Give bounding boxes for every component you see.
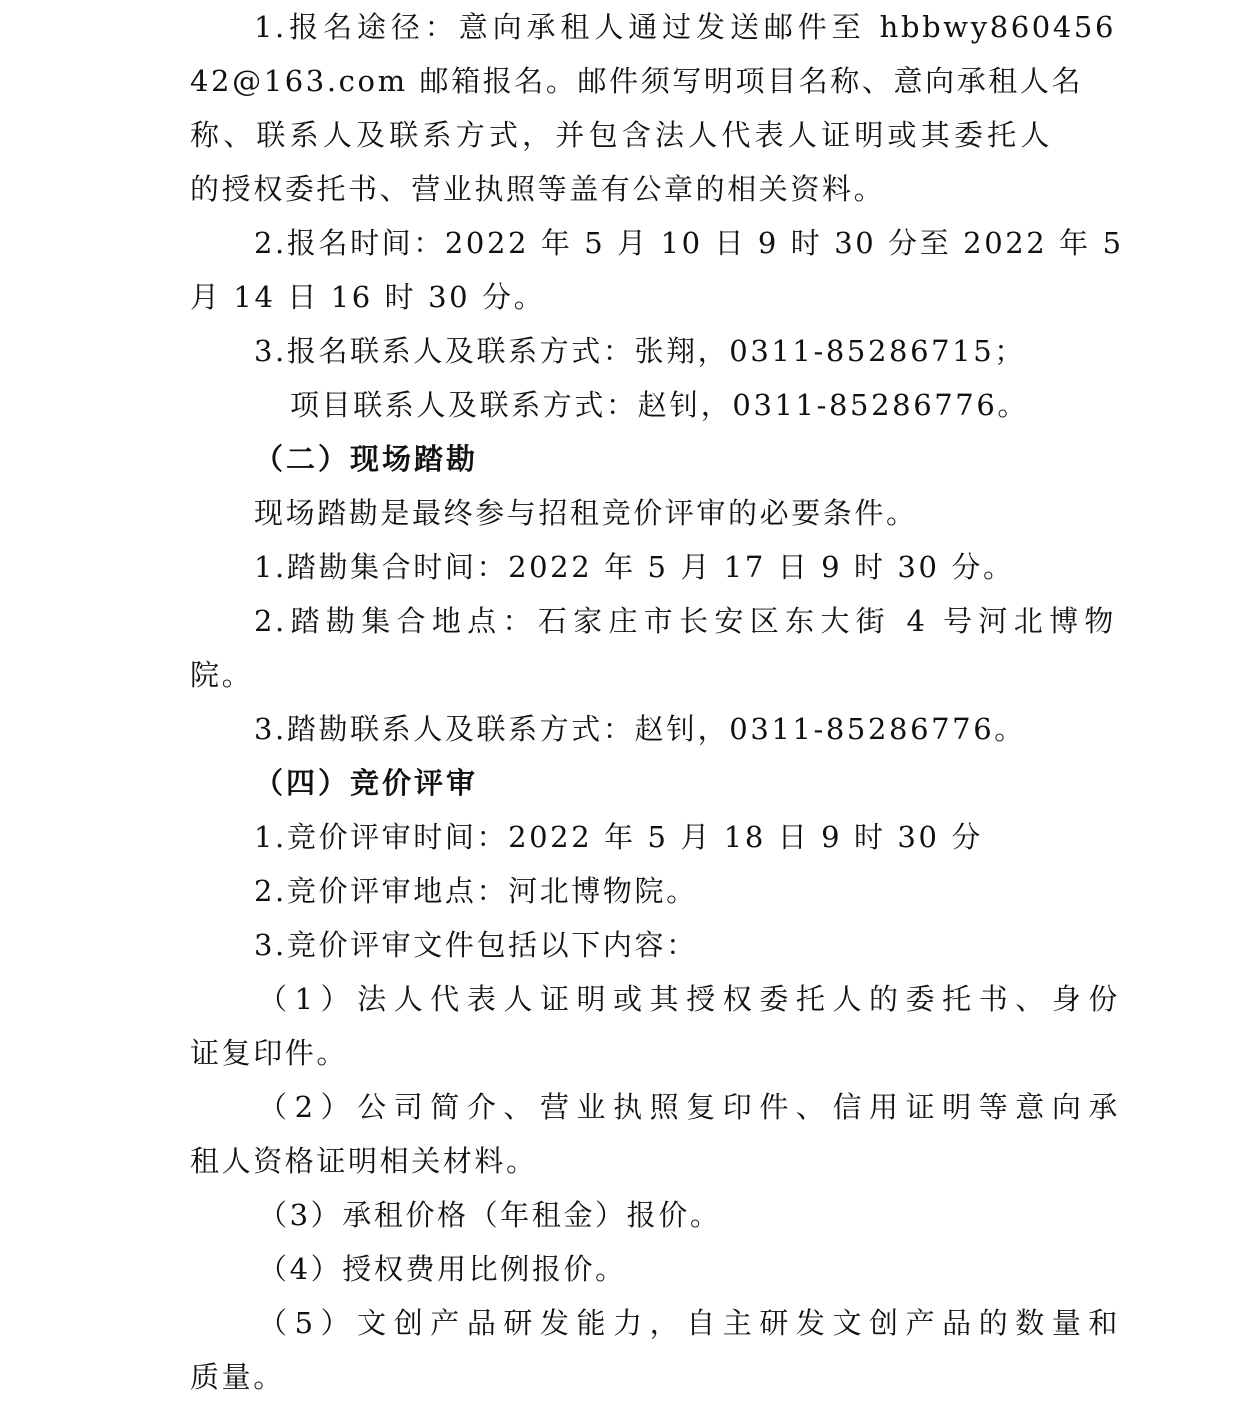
registration-method-line-4: 的授权委托书、营业执照等盖有公章的相关资料。 bbox=[190, 172, 886, 206]
survey-location-line-2: 院。 bbox=[190, 658, 254, 692]
document-item-5-line-1: （5）文创产品研发能力，自主研发文创产品的数量和 bbox=[258, 1306, 1120, 1340]
bid-review-time-line: 1.竞价评审时间：2022 年 5 月 18 日 9 时 30 分 bbox=[254, 820, 983, 854]
document-item-1-line-1: （1）法人代表人证明或其授权委托人的委托书、身份 bbox=[258, 982, 1120, 1016]
survey-contact-line: 3.踏勘联系人及联系方式：赵钊，0311-85286776。 bbox=[254, 712, 1026, 746]
section-heading-bid-review: （四）竞价评审 bbox=[254, 766, 479, 800]
registration-contact-line: 3.报名联系人及联系方式：张翔，0311-85286715； bbox=[254, 334, 1026, 368]
document-item-4-line: （4）授权费用比例报价。 bbox=[258, 1252, 627, 1286]
registration-method-line-3: 称、联系人及联系方式，并包含法人代表人证明或其委托人 bbox=[190, 118, 1052, 152]
registration-method-line-2: 42@163.com 邮箱报名。邮件须写明项目名称、意向承租人名 bbox=[190, 64, 1084, 98]
bid-review-documents-line: 3.竞价评审文件包括以下内容： bbox=[254, 928, 698, 962]
survey-location-line-1: 2.踏勘集合地点：石家庄市长安区东大街 4 号河北博物 bbox=[254, 604, 1116, 638]
registration-time-line-1: 2.报名时间：2022 年 5 月 10 日 9 时 30 分至 2022 年 5 bbox=[254, 226, 1124, 260]
bid-review-location-line: 2.竞价评审地点：河北博物院。 bbox=[254, 874, 698, 908]
survey-time-line: 1.踏勘集合时间：2022 年 5 月 17 日 9 时 30 分。 bbox=[254, 550, 1015, 584]
document-item-5-line-2: 质量。 bbox=[190, 1360, 285, 1394]
registration-time-line-2: 月 14 日 16 时 30 分。 bbox=[190, 280, 546, 314]
project-contact-line: 项目联系人及联系方式：赵钊，0311-85286776。 bbox=[290, 388, 1030, 422]
document-item-3-line: （3）承租价格（年租金）报价。 bbox=[258, 1198, 722, 1232]
document-item-1-line-2: 证复印件。 bbox=[190, 1036, 349, 1070]
site-survey-intro: 现场踏勘是最终参与招租竞价评审的必要条件。 bbox=[254, 496, 918, 530]
section-heading-site-survey: （二）现场踏勘 bbox=[254, 442, 479, 476]
document-item-2-line-2: 租人资格证明相关材料。 bbox=[190, 1144, 538, 1178]
document-item-2-line-1: （2）公司简介、营业执照复印件、信用证明等意向承 bbox=[258, 1090, 1120, 1124]
registration-method-line-1: 1.报名途径：意向承租人通过发送邮件至 hbbwy860456 bbox=[254, 10, 1116, 44]
